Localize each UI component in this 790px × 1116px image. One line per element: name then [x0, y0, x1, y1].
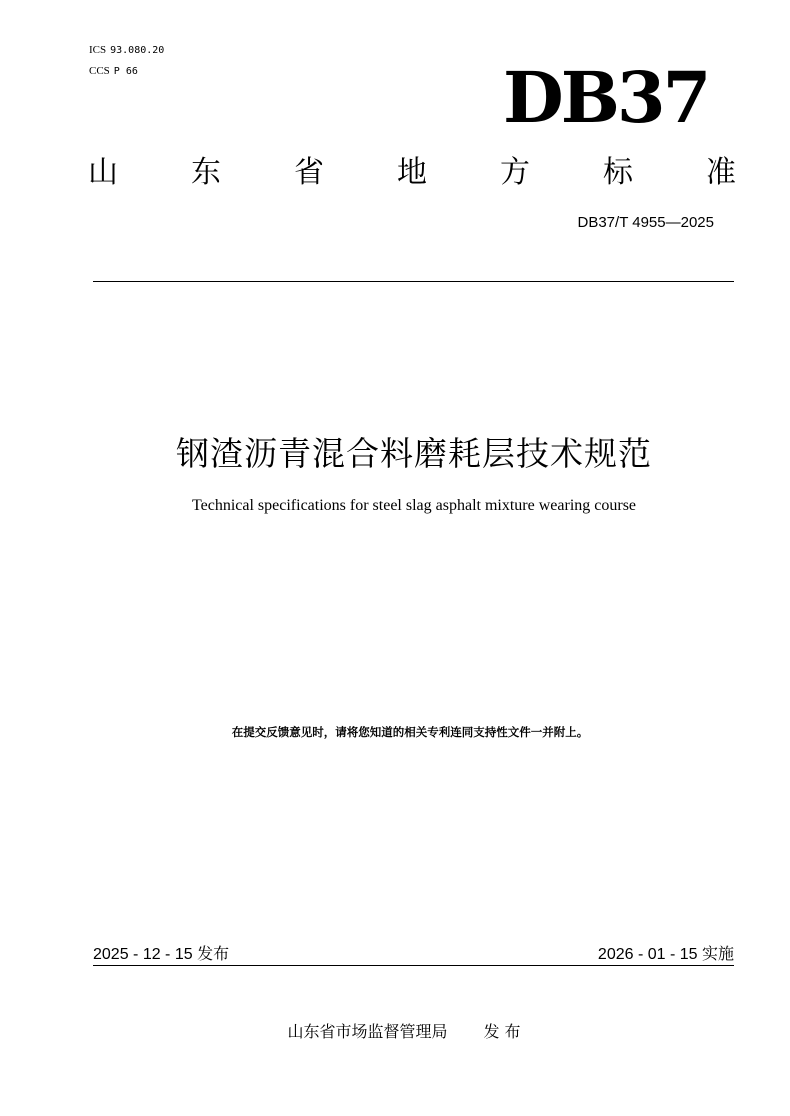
- classification-codes: [89, 40, 164, 82]
- issuer-action: 发 布: [483, 1022, 521, 1041]
- patent-notice: 在提交反馈意见时，请将您知道的相关专利连同支持性文件一并附上。: [231, 725, 589, 739]
- ics-code: 93.080.20: [110, 45, 165, 56]
- issue-date: 2025 - 12 - 15 发布: [93, 946, 230, 963]
- standard-type-char: 标: [603, 155, 633, 190]
- footer-rule: [93, 965, 734, 966]
- ics-label: ICS: [89, 44, 107, 56]
- ccs-code: P 66: [113, 66, 138, 77]
- standard-type-char: 地: [397, 155, 427, 190]
- standard-type-char: 山: [88, 155, 118, 190]
- issuer-name: 山东省市场监督管理局: [287, 1022, 448, 1041]
- db-mark: DB37: [503, 56, 709, 139]
- standard-type-char: 东: [191, 155, 221, 190]
- header-rule: [93, 281, 734, 282]
- ccs-label: CCS: [89, 65, 110, 77]
- ccs-line: [89, 61, 164, 82]
- ics-line: [89, 40, 164, 61]
- standard-type-char: 省: [294, 155, 324, 190]
- issuer-line: [0, 1019, 790, 1042]
- standard-type-char: 准: [706, 155, 736, 190]
- standard-type: [88, 150, 736, 196]
- title-chinese: 钢渣沥青混合料磨耗层技术规范: [176, 434, 652, 473]
- standard-number: DB37/T 4955—2025: [577, 214, 714, 231]
- standard-type-char: 方: [500, 155, 530, 190]
- title-english: Technical specifications for steel slag asphalt mixture wearing course: [191, 497, 637, 514]
- implement-date: 2026 - 01 - 15 实施: [597, 946, 734, 963]
